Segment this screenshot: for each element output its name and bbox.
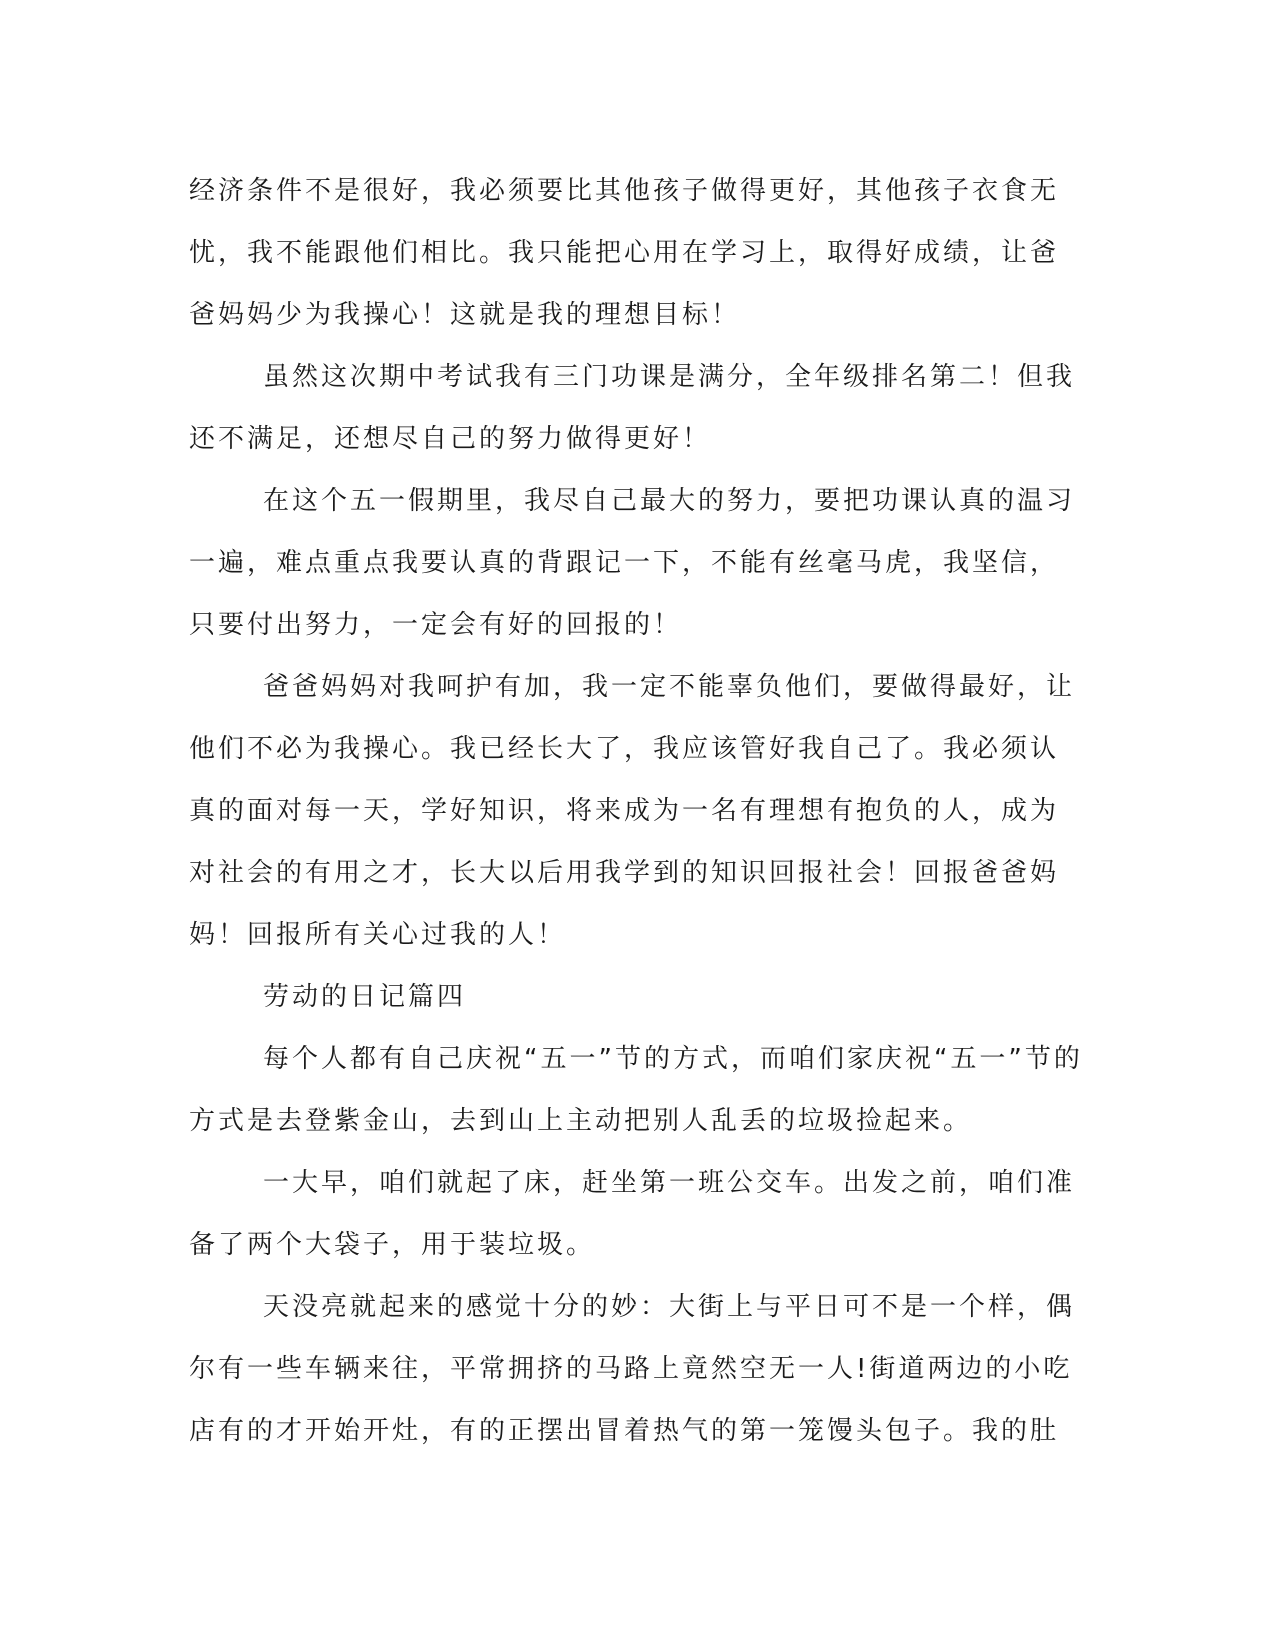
- section-heading: 劳动的日记篇四: [263, 982, 467, 1012]
- text-line: 只要付出努力，一定会有好的回报的！: [189, 610, 683, 640]
- paragraph-start-line: 天没亮就起来的感觉十分的妙：大街上与平日可不是一个样，偶: [263, 1292, 1076, 1322]
- document-body: [189, 160, 1083, 1462]
- text-line: 还不满足，还想尽自己的努力做得更好！: [189, 424, 712, 454]
- paragraph-start-line: 虽然这次期中考试我有三门功课是满分，全年级排名第二！但我: [263, 362, 1076, 392]
- paragraph-start-line: 一大早，咱们就起了床，赶坐第一班公交车。出发之前，咱们准: [263, 1168, 1076, 1198]
- text-line: 忧，我不能跟他们相比。我只能把心用在学习上，取得好成绩，让爸: [189, 238, 1060, 268]
- text-line: 妈！回报所有关心过我的人！: [189, 920, 567, 950]
- text-line: 爸妈妈少为我操心！这就是我的理想目标！: [189, 300, 741, 330]
- text-line: 备了两个大袋子，用于装垃圾。: [189, 1230, 596, 1260]
- paragraph-start-line: 每个人都有自己庆祝“五一”节的方式，而咱们家庆祝“五一”节的: [263, 1044, 1083, 1074]
- text-line: 一遍，难点重点我要认真的背跟记一下，不能有丝毫马虎，我坚信，: [189, 548, 1060, 578]
- text-line: 店有的才开始开灶，有的正摆出冒着热气的第一笼馒头包子。我的肚: [189, 1416, 1060, 1446]
- paragraph-start-line: 爸爸妈妈对我呵护有加，我一定不能辜负他们，要做得最好，让: [263, 672, 1076, 702]
- text-line: 经济条件不是很好，我必须要比其他孩子做得更好，其他孩子衣食无: [189, 176, 1060, 206]
- text-line: 尔有一些车辆来往，平常拥挤的马路上竟然空无一人!街道两边的小吃: [189, 1354, 1073, 1384]
- text-line: 他们不必为我操心。我已经长大了，我应该管好我自己了。我必须认: [189, 734, 1060, 764]
- text-line: 真的面对每一天，学好知识，将来成为一名有理想有抱负的人，成为: [189, 796, 1060, 826]
- text-line: 对社会的有用之才，长大以后用我学到的知识回报社会！回报爸爸妈: [189, 858, 1060, 888]
- paragraph-start-line: 在这个五一假期里，我尽自己最大的努力，要把功课认真的温习: [263, 486, 1076, 516]
- text-line: 方式是去登紫金山，去到山上主动把别人乱丢的垃圾捡起来。: [189, 1106, 973, 1136]
